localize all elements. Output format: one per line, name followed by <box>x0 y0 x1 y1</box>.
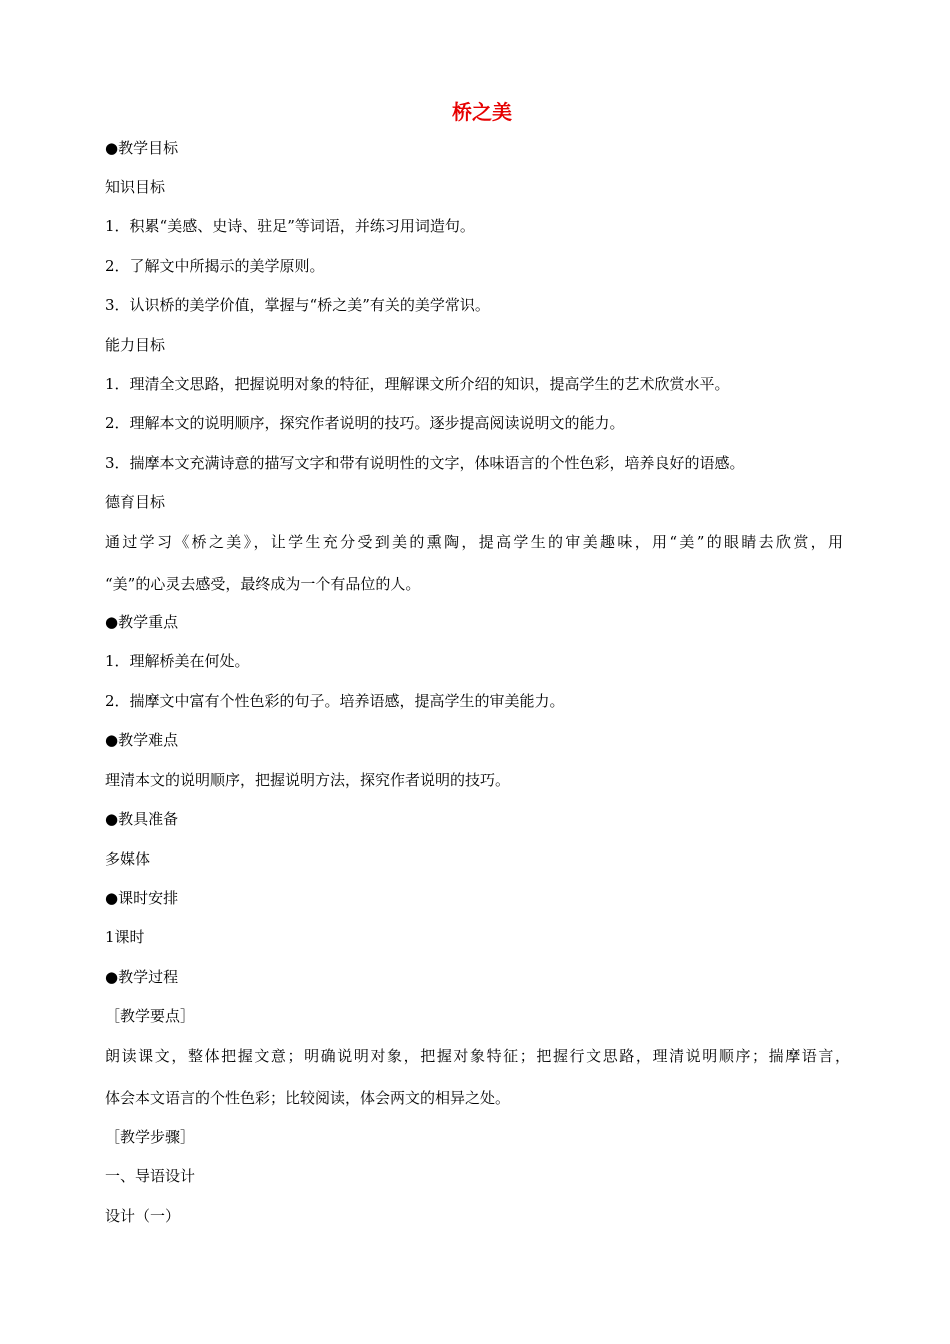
section-heading-teaching-goals: ●教学目标 <box>105 139 179 157</box>
teaching-essentials-line-1: 朗读课文，整体把握文意；明确说明对象，把握对象特征；把握行文思路，理清说明顺序；揣摩语言， <box>105 1047 850 1065</box>
class-schedule-text: 1课时 <box>105 928 145 946</box>
teaching-essentials-line-2: 体会本文语言的个性色彩；比较阅读，体会两文的相异之处。 <box>105 1089 511 1107</box>
subheading-ability-goals: 能力目标 <box>105 336 166 354</box>
knowledge-goal-1: 1．积累“美感、史诗、驻足”等词语，并练习用词造句。 <box>105 217 475 235</box>
subheading-teaching-essentials: ［教学要点］ <box>105 1007 196 1025</box>
ability-goal-1: 1．理清全文思路，把握说明对象的特征，理解课文所介绍的知识，提高学生的艺术欣赏水平。 <box>105 375 730 393</box>
difficulty-text: 理清本文的说明顺序，把握说明方法，探究作者说明的技巧。 <box>105 771 511 789</box>
section-heading-key-points: ●教学重点 <box>105 613 179 631</box>
page-title: 桥之美 <box>452 100 512 124</box>
step-1-intro-design: 一、导语设计 <box>105 1167 196 1185</box>
key-point-2: 2．揣摩文中富有个性色彩的句子。培养语感，提高学生的审美能力。 <box>105 692 565 710</box>
subheading-moral-goals: 德育目标 <box>105 493 166 511</box>
teaching-aids-text: 多媒体 <box>105 850 151 868</box>
section-heading-teaching-process: ●教学过程 <box>105 968 179 986</box>
knowledge-goal-3: 3．认识桥的美学价值，掌握与“桥之美”有关的美学常识。 <box>105 296 490 314</box>
section-heading-teaching-aids: ●教具准备 <box>105 810 179 828</box>
design-1-label: 设计（一） <box>105 1207 181 1225</box>
section-heading-difficulties: ●教学难点 <box>105 731 179 749</box>
moral-goal-text-line-1: 通过学习《桥之美》，让学生充分受到美的熏陶，提高学生的审美趣味，用“美”的眼睛去欣赏，用 <box>105 533 843 551</box>
subheading-knowledge-goals: 知识目标 <box>105 178 166 196</box>
knowledge-goal-2: 2．了解文中所揭示的美学原则。 <box>105 257 325 275</box>
subheading-teaching-steps: ［教学步骤］ <box>105 1128 196 1146</box>
moral-goal-text-line-2: “美”的心灵去感受，最终成为一个有品位的人。 <box>105 575 421 593</box>
ability-goal-2: 2．理解本文的说明顺序，探究作者说明的技巧。逐步提高阅读说明文的能力。 <box>105 414 625 432</box>
ability-goal-3: 3．揣摩本文充满诗意的描写文字和带有说明性的文字，体味语言的个性色彩，培养良好的语感。 <box>105 454 745 472</box>
section-heading-class-schedule: ●课时安排 <box>105 889 179 907</box>
key-point-1: 1．理解桥美在何处。 <box>105 652 250 670</box>
